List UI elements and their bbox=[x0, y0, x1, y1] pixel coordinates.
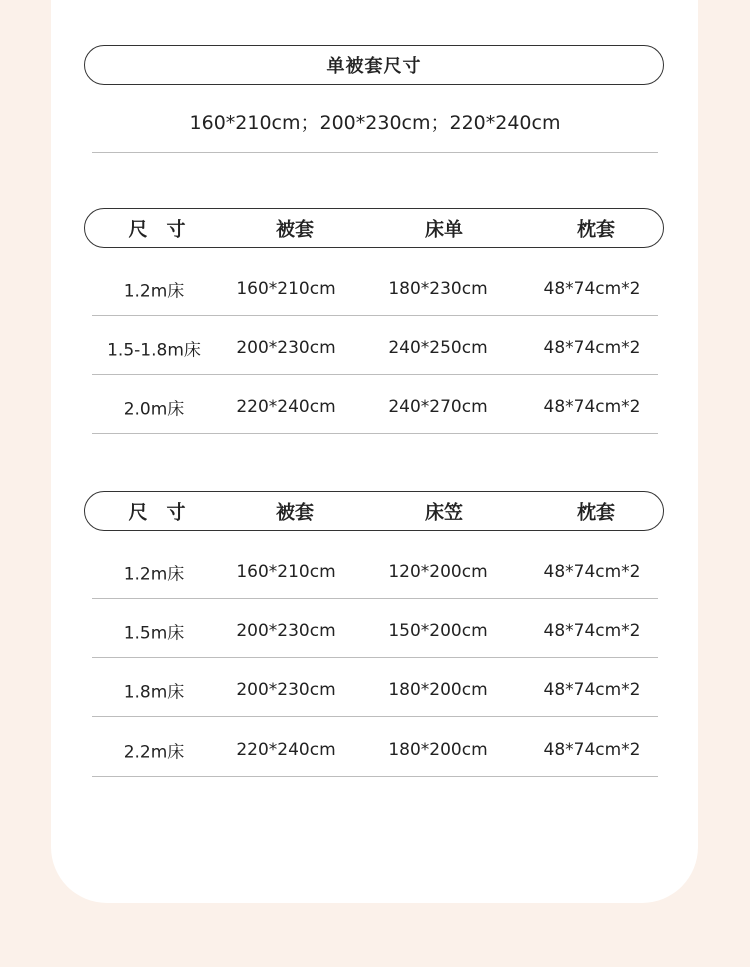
table-cell: 240*250cm bbox=[388, 337, 488, 358]
table-cell: 240*270cm bbox=[388, 396, 488, 417]
table-row bbox=[92, 660, 658, 719]
table-cell: 48*74cm*2 bbox=[543, 278, 641, 299]
table-cell: 1.5m床 bbox=[123, 623, 185, 643]
table-row bbox=[92, 259, 658, 318]
table-cell: 2.0m床 bbox=[123, 399, 185, 419]
table-cell: 160*210cm bbox=[236, 561, 336, 582]
table-cell: 1.2m床 bbox=[123, 564, 185, 584]
table-cell: 180*200cm bbox=[388, 739, 488, 760]
table-cell: 200*230cm bbox=[236, 620, 336, 641]
table2-header bbox=[84, 491, 664, 531]
single-duvet-title-banner bbox=[84, 45, 664, 85]
table-cell: 48*74cm*2 bbox=[543, 739, 641, 760]
table-row bbox=[92, 377, 658, 436]
table-cell: 180*230cm bbox=[388, 278, 488, 299]
table-row bbox=[92, 542, 658, 601]
table-cell: 48*74cm*2 bbox=[543, 620, 641, 641]
table2-header-size: 尺 寸 bbox=[128, 501, 186, 524]
table1-header-pillowcase: 枕套 bbox=[576, 218, 616, 241]
table-cell: 200*230cm bbox=[236, 679, 336, 700]
divider bbox=[92, 598, 658, 599]
table-cell: 220*240cm bbox=[236, 396, 336, 417]
single-duvet-sizes: 160*210cm；200*230cm；220*240cm bbox=[189, 112, 561, 134]
table-row bbox=[92, 318, 658, 377]
divider bbox=[92, 716, 658, 717]
table-cell: 48*74cm*2 bbox=[543, 561, 641, 582]
table1-header-duvet: 被套 bbox=[275, 218, 315, 241]
table-cell: 160*210cm bbox=[236, 278, 336, 299]
table2-header-duvet: 被套 bbox=[275, 501, 315, 524]
table-cell: 48*74cm*2 bbox=[543, 396, 641, 417]
table-cell: 2.2m床 bbox=[123, 742, 185, 762]
divider bbox=[92, 433, 658, 434]
table2-header-pillowcase: 枕套 bbox=[576, 501, 616, 524]
table-cell: 1.8m床 bbox=[123, 682, 185, 702]
table2-header-fitted-sheet: 床笠 bbox=[424, 501, 464, 524]
table1-header-sheet: 床单 bbox=[424, 218, 464, 241]
table-cell: 48*74cm*2 bbox=[543, 337, 641, 358]
table-cell: 48*74cm*2 bbox=[543, 679, 641, 700]
single-duvet-title: 单被套尺寸 bbox=[326, 56, 422, 77]
divider bbox=[92, 657, 658, 658]
table-cell: 150*200cm bbox=[388, 620, 488, 641]
divider bbox=[92, 315, 658, 316]
table-cell: 1.5-1.8m床 bbox=[107, 340, 201, 360]
table1-header-size: 尺 寸 bbox=[128, 218, 186, 241]
table-row bbox=[92, 720, 658, 779]
divider bbox=[92, 776, 658, 777]
divider bbox=[92, 374, 658, 375]
table-cell: 120*200cm bbox=[388, 561, 488, 582]
table-row bbox=[92, 601, 658, 660]
table-cell: 1.2m床 bbox=[123, 281, 185, 301]
table-cell: 180*200cm bbox=[388, 679, 488, 700]
divider bbox=[92, 152, 658, 153]
table-cell: 220*240cm bbox=[236, 739, 336, 760]
table-cell: 200*230cm bbox=[236, 337, 336, 358]
table1-header bbox=[84, 208, 664, 248]
